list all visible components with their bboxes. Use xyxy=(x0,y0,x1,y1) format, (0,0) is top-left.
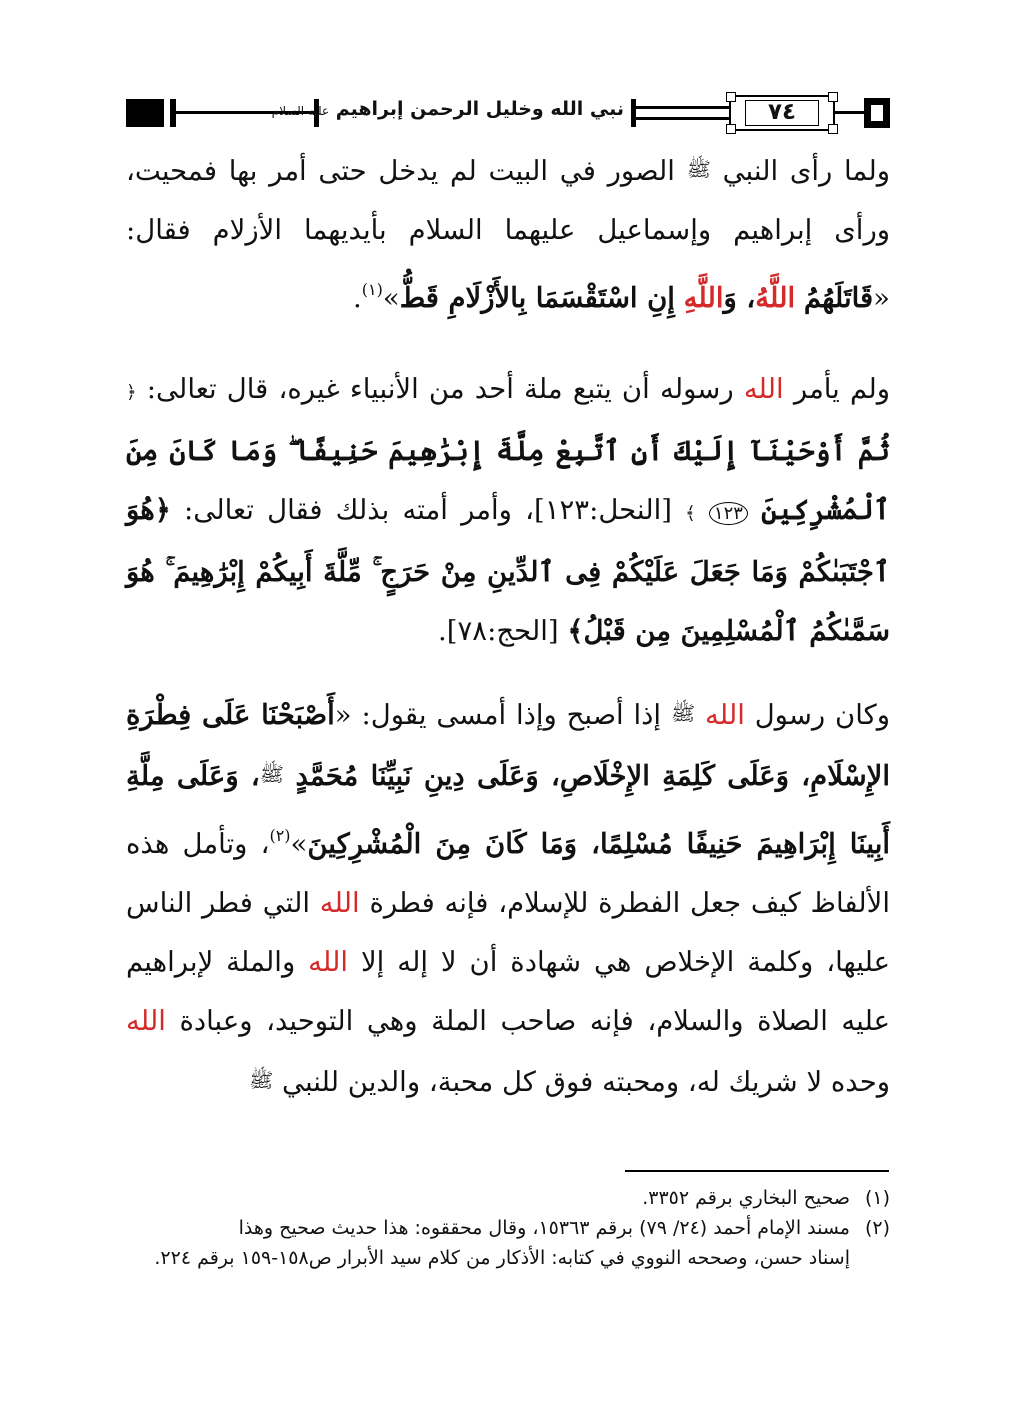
para-text: » xyxy=(382,282,400,314)
hadith-quote: قَاتَلَهُمُ xyxy=(803,282,874,314)
header-title-text: نبي الله وخليل الرحمن إبراهيم xyxy=(335,98,624,120)
running-header xyxy=(126,92,890,136)
para-text: » xyxy=(290,828,308,860)
para-text: ، وتأمل هذه الألفاظ كيف جعل الفطرة للإسلام، فإنه فطرة xyxy=(126,828,890,919)
header-rule-right-top xyxy=(636,106,731,109)
header-honorific: عليه السلام xyxy=(271,104,330,118)
footnotes xyxy=(126,1183,890,1273)
para-text: وحده لا شريك له، ومحبته فوق كل محبة، والدين للنبي xyxy=(282,1066,890,1098)
hadith-quote: أَصْبَحْنَا عَلَى فِطْرَةِ الإِسْلَامِ، وَعَلَى كَلِمَةِ الإِخْلَاصِ، وَعَلَى دِينِ نَبِيِّنَا مُحَمَّدٍ xyxy=(126,699,890,792)
header-right-box xyxy=(864,98,890,128)
header-rule-end xyxy=(835,111,865,114)
divine-name: اللَّهِ xyxy=(683,282,724,314)
divine-name: الله xyxy=(743,373,784,405)
header-right-bar xyxy=(631,99,636,127)
para-text: إذا أصبح وإذا أمسى يقول: « xyxy=(334,699,662,731)
header-title xyxy=(271,98,624,120)
quran-verse: ثُمَّ أَوْحَيْنَآ إِلَيْكَ أَنِ ٱتَّبِعْ مِلَّةَ إِبْرَٰهِيمَ حَنِيفًا ۖ وَمَا كَانَ مِنَ ٱلْمُشْرِكِينَ xyxy=(126,435,891,526)
divine-name: الله xyxy=(319,887,360,919)
salawat-symbol: ﷺ xyxy=(249,1068,274,1092)
footnote-text: مسند الإمام أحمد (٢٤/ ٧٩) برقم ١٥٣٦٣، وقال محققوه: هذا حديث صحيح وهذا xyxy=(238,1217,850,1239)
para-text: التي فطر الناس عليها، وكلمة الإخلاص هي شهادة أن لا إله إلا xyxy=(126,887,891,978)
para-text: ولم يأمر xyxy=(793,373,890,405)
footnote-continuation: إسناد حسن، وصححه النووي في كتابه: الأذكار من كلام سيد الأبرار ص١٥٨-١٥٩ برقم ٢٢٤. xyxy=(154,1247,850,1269)
footnote-ref[interactable]: (٢) xyxy=(269,826,291,845)
frame-knot xyxy=(828,124,838,134)
salawat-symbol: ﷺ xyxy=(259,762,284,786)
divine-name: الله xyxy=(308,946,349,978)
paragraph-morning-supplication xyxy=(126,684,890,1112)
paragraph-idols xyxy=(126,140,890,328)
para-text: وكان رسول xyxy=(754,699,891,731)
divine-name: اللَّهُ xyxy=(755,282,796,314)
footnote-number: (١) xyxy=(864,1187,890,1209)
header-rule-right-bottom xyxy=(636,117,731,120)
header-left-block xyxy=(126,99,164,127)
para-text: ولما رأى النبي xyxy=(722,155,890,187)
salawat-symbol: ﷺ xyxy=(686,157,711,181)
hadith-quote: ، وَعَلَى مِلَّةِ أَبِينَا إِبْرَاهِيمَ حَنِيفًا مُسْلِمًا، وَمَا كَانَ مِنَ الْمُشْرِكِينَ xyxy=(126,760,890,860)
paragraph-millah xyxy=(126,360,890,661)
para-text: رسوله أن يتبع ملة أحد من الأنبياء غيره، قال تعالى: xyxy=(146,373,734,405)
para-text: والملة لإبراهيم عليه الصلاة والسلام، فإنه صاحب الملة وهي التوحيد، وعبادة xyxy=(126,946,890,1037)
quran-bracket-close: ﴾ xyxy=(685,503,696,524)
page-number: ٧٤ xyxy=(767,99,797,125)
quran-verse: ﴿هُوَ ٱجْتَبَىٰكُمْ وَمَا جَعَلَ عَلَيْكُمْ فِى ٱلدِّينِ مِنْ حَرَجٍ ۚ مِّلَّةَ أَبِيكُمْ إِبْرَٰهِيمَ ۚ هُوَ سَمَّىٰكُمُ ٱلْمُسْلِمِينَ مِن قَبْلُ﴾ xyxy=(126,494,890,647)
salawat-symbol: ﷺ xyxy=(670,701,696,725)
verse-reference: [النحل:١٢٣]، وأمر أمته بذلك فقال تعالى: xyxy=(184,494,672,526)
footnote-ref[interactable]: (١) xyxy=(361,280,383,299)
hadith-quote: إِنِ اسْتَقْسَمَا بِالأَزْلَامِ قَطُّ xyxy=(399,282,675,314)
footnote-number: (٢) xyxy=(864,1217,890,1239)
verse-reference: [الحج:٧٨]. xyxy=(438,615,559,647)
footnote-separator xyxy=(625,1170,889,1172)
divine-name: الله xyxy=(704,699,745,731)
quran-bracket-open: ﴿ xyxy=(126,382,137,403)
divine-name: الله xyxy=(126,1005,166,1037)
ayah-number-marker: ١٢٣ xyxy=(709,502,748,525)
footnote-text: صحيح البخاري برقم ٣٣٥٢. xyxy=(642,1187,850,1209)
hadith-quote: ، وَ xyxy=(723,282,756,314)
frame-knot xyxy=(726,124,736,134)
footnote-2 xyxy=(126,1213,890,1273)
para-text: . xyxy=(353,282,362,314)
page-number-frame xyxy=(729,95,835,131)
para-text: الصور في البيت لم يدخل حتى أمر بها فمحيت، ورأى إبراهيم وإسماعيل عليهما السلام بأيديهما الأزلام فقال: « xyxy=(126,155,890,314)
footnote-1 xyxy=(126,1183,890,1213)
